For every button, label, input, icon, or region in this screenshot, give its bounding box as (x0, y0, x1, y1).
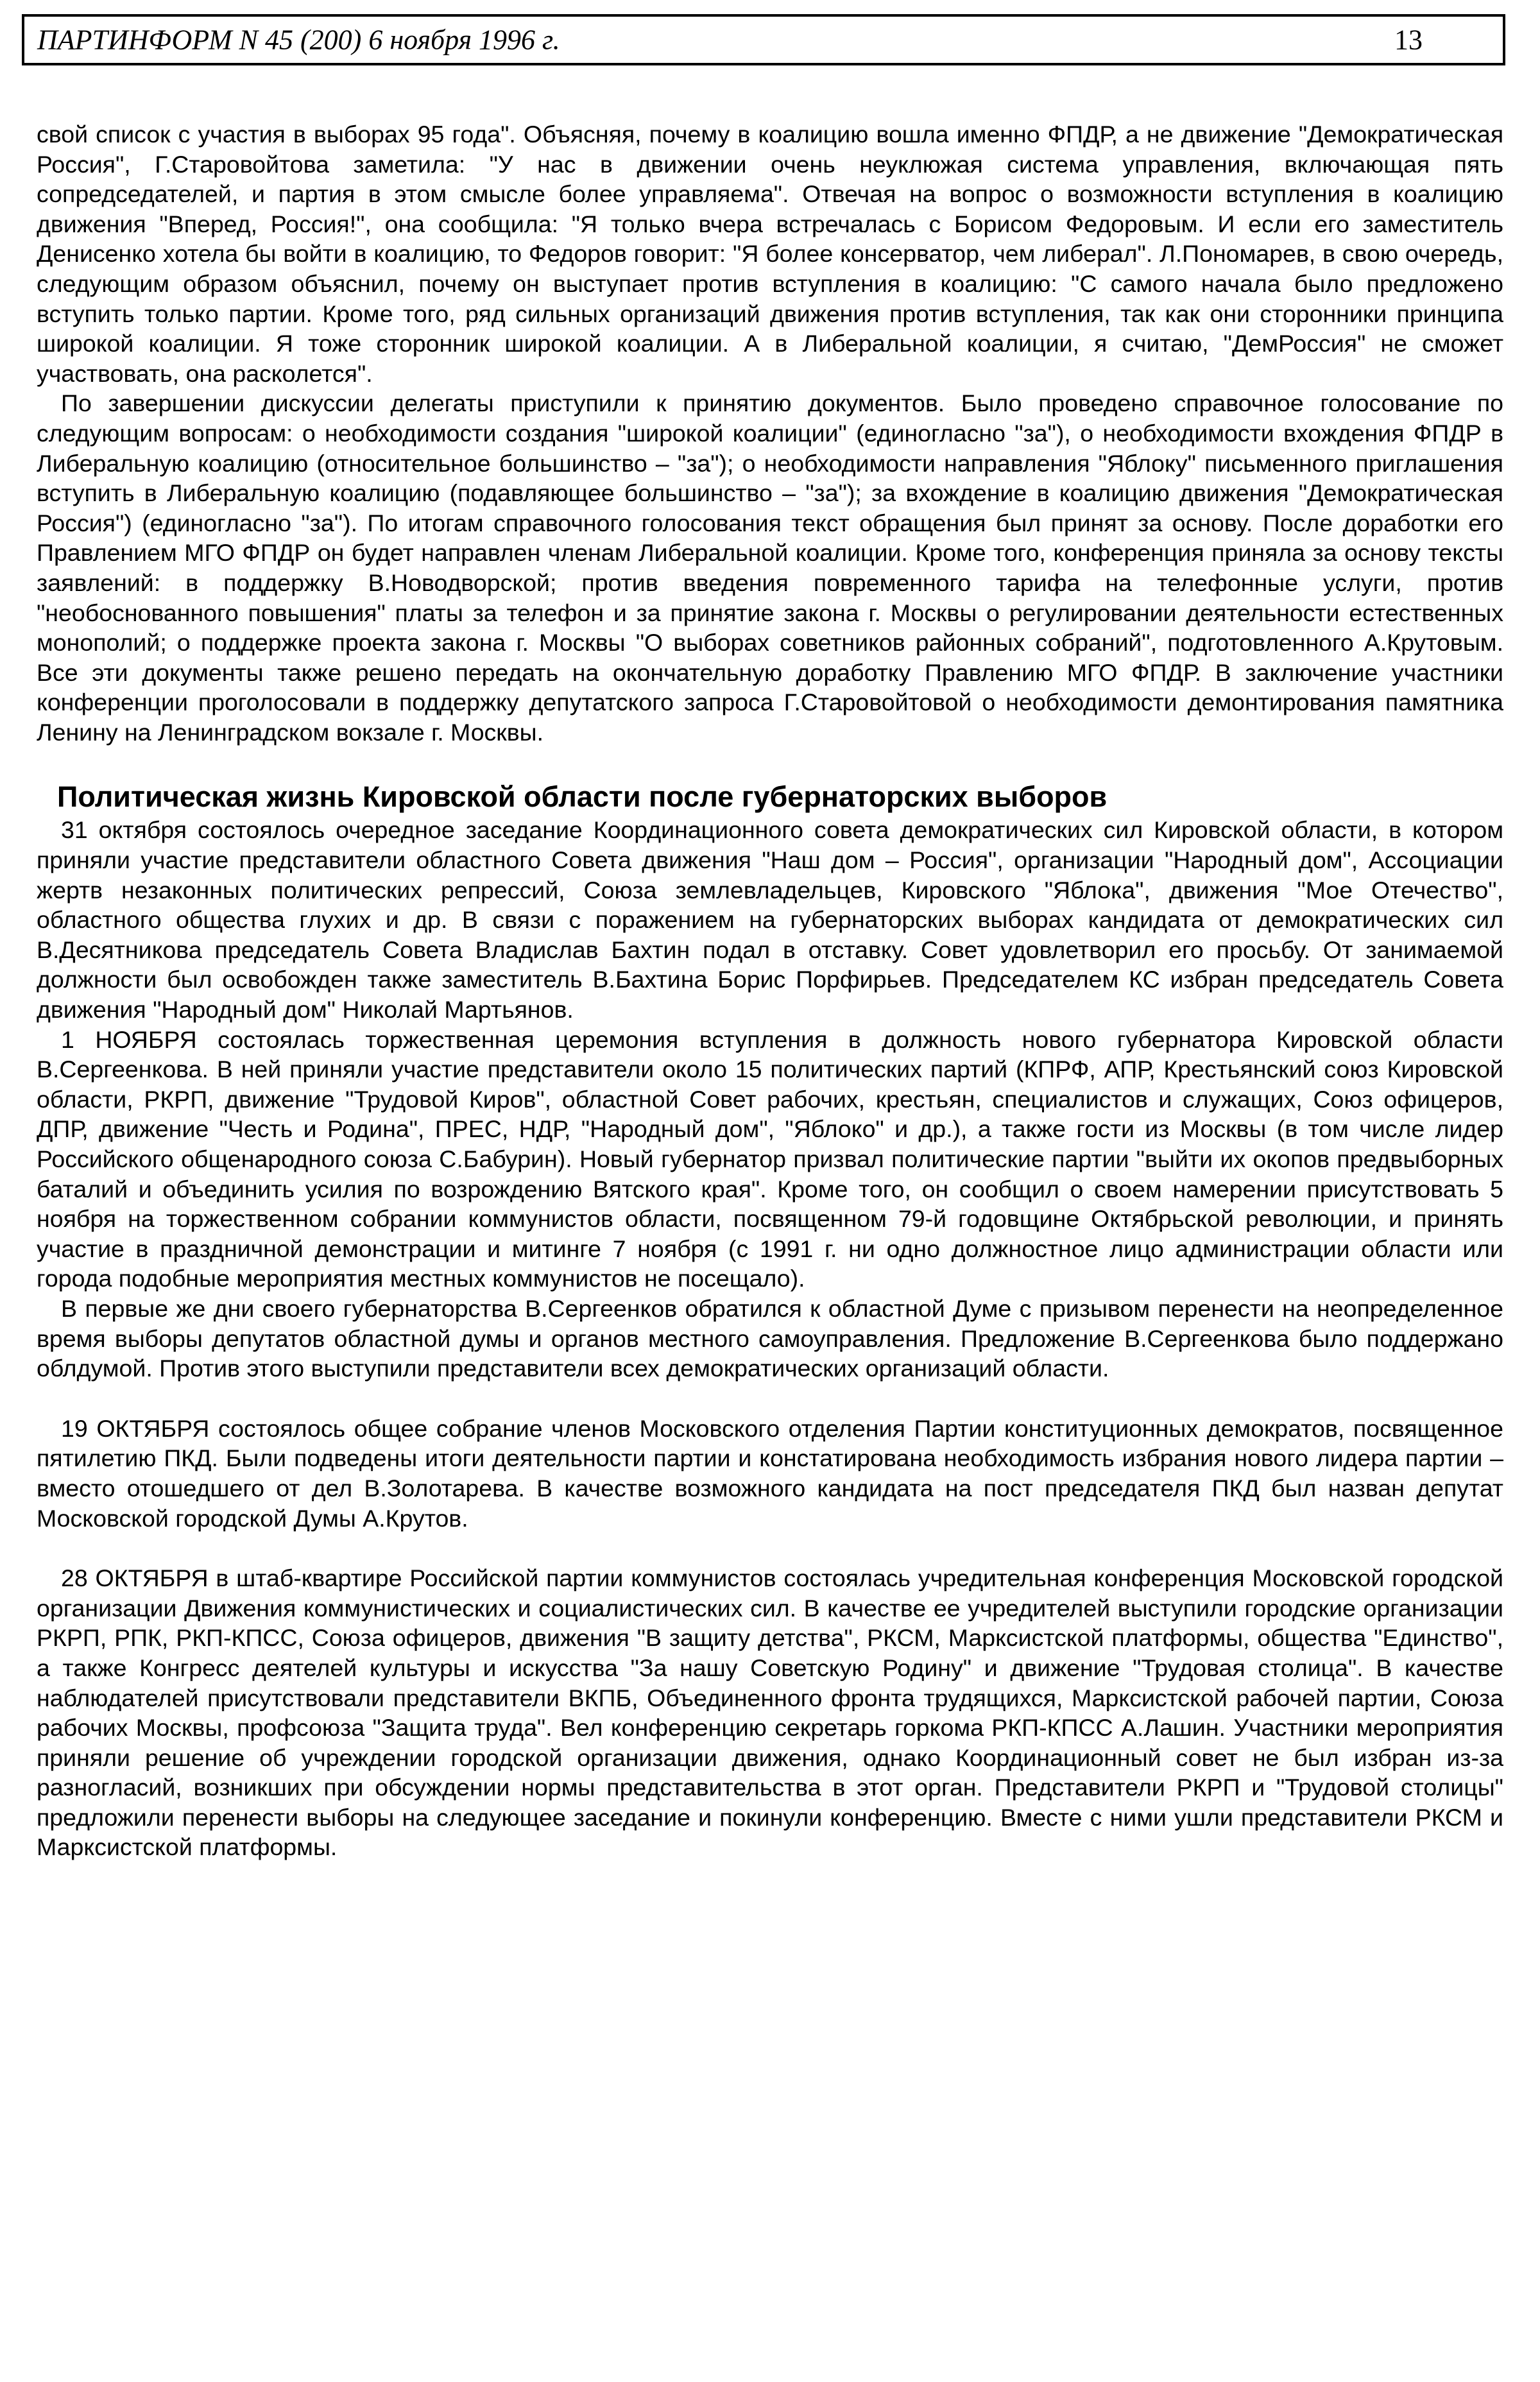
article4-paragraph-1: 28 ОКТЯБРЯ в штаб-квартире Российской партии коммунистов состоялась учредительная конференция Московской городской организации Движения коммунистических и социалистических сил. В качестве ее учредителей выступили городские организации РКРП, РПК, РКП-КПСС, Союза офицеров, движения "В защиту детства", РКСМ, Марксистской платформы, общества "Единство", а также Конгресс деятелей культуры и искусства "За нашу Советскую Родину" и движение "Трудовая столица". В качестве наблюдателей присутствовали представители ВКПБ, Объединенного фронта трудящихся, Марксистской рабочей партии, Союза рабочих Москвы, профсоюза "Защита труда". Вел конференцию секретарь горкома РКП-КПСС А.Лашин. Участники мероприятия приняли решение об учреждении городской организации движения, однако Координационный совет не был избран из-за разногласий, возникших при обсуждении нормы представительства в этот орган. Представители РКРП и "Трудовой столицы" предложили перенести выборы на следующее заседание и покинули конференцию. Вместе с ними ушли представители РКСМ и Марксистской платформы. (37, 1564, 1503, 1861)
spacer (37, 747, 1503, 779)
publication-title: ПАРТИНФОРМ N 45 (200) 6 ноября 1996 г. (37, 24, 560, 56)
section-heading: Политическая жизнь Кировской области после губернаторских выборов (57, 780, 1108, 814)
article1-paragraph-2: По завершении дискуссии делегаты приступили к принятию документов. Было проведено справочное голосование по следующим вопросам: о необходимости создания "широкой коалиции" (единогласно "за"), о необходимости вхождения ФПДР в Либеральную коалицию (относительное большинство – "за"); о необходимости направления "Яблоку" письменного приглашения вступить в Либеральную коалицию (подавляющее большинство – "за"); за вхождение в коалицию движения "Демократическая Россия") (единогласно "за"). По итогам справочного голосования текст обращения был принят за основу. После доработки его Правлением МГО ФПДР он будет направлен членам Либеральной коалиции. Кроме того, конференция приняла за основу тексты заявлений: в поддержку В.Новодворской; против введения повременного тарифа на телефонные услуги, против "необоснованного повышения" платы за телефон и за принятие закона г. Москвы о регулировании деятельности естественных монополий; о поддержке проекта закона г. Москвы "О выборах советников районных собраний", подготовленного А.Крутовым. Все эти документы также решено передать на окончательную доработку Правлению МГО ФПДР. В заключение участники конференции проголосовали в поддержку депутатского запроса Г.Старовойтовой о необходимости демонтирования памятника Ленину на Ленинградском вокзале г. Москвы. (37, 390, 1503, 746)
article2-paragraph-2: 1 НОЯБРЯ состоялась торжественная церемония вступления в должность нового губернатора Кировской области В.Сергеенкова. В ней приняли участие представители около 15 политических партий (КПРФ, АПР, Крестьянский союз Кировской области, РКРП, движение "Трудовой Киров", областной Совет рабочих, крестьян, специалистов и служащих, Союз офицеров, ДПР, движение "Честь и Родина", ПРЕС, НДР, "Народный дом", "Яблоко" и др.), а также гости из Москвы (в том числе лидер Российского общенародного союза С.Бабурин). Новый губернатор призвал политические партии "выйти их окопов предвыборных баталий и объединить усилия по возрождению Вятского края". Кроме того, он сообщил о своем намерении присутствовать 5 ноября на торжественном собрании коммунистов области, посвященном 79-й годовщине Октябрьской революции, и принять участие в праздничной демонстрации и митинге 7 ноября (с 1991 г. ни одно должностное лицо администрации области или города подобные мероприятия местных коммунистов не посещало). (37, 1025, 1503, 1292)
page-number: 13 (1394, 24, 1423, 56)
article3-paragraph-1: 19 ОКТЯБРЯ состоялось общее собрание членов Московского отделения Партии конституционных демократов, посвященное пятилетию ПКД. Были подведены итоги деятельности партии и констатирована необходимость избрания нового лидера партии – вместо отошедшего от дел В.Золотарева. В качестве возможного кандидата на пост председателя ПКД был назван депутат Московской городской Думы А.Крутов. (37, 1414, 1503, 1532)
article1-paragraph-1: свой список с участия в выборах 95 года". Объясняя, почему в коалицию вошла именно ФПДР, а не движение "Демократическая Россия", Г.Старовойтова заметила: "У нас в движении очень неуклюжая система управления, включающая пять сопредседателей, и партия в этом смысле более управляема". Отвечая на вопрос о возможности вступления в коалицию движения "Вперед, Россия!", она сообщила: "Я только вчера встречалась с Борисом Федоровым. И если его заместитель Денисенко хотела бы войти в коалицию, то Федоров говорит: "Я более консерватор, чем либерал". Л.Пономарев, в свою очередь, следующим образом объяснил, почему он выступает против вступления в коалицию: "С самого начала было предложено вступить только партии. Кроме того, ряд сильных организаций движения против вступления, так как они сторонники принципа широкой коалиции. Я тоже сторонник широкой коалиции. А в Либеральной коалиции, я считаю, "ДемРоссия" не сможет участвовать, она расколется". (37, 121, 1503, 387)
page-content (37, 119, 1503, 1862)
page-header (22, 14, 1505, 65)
article2-paragraph-3: В первые же дни своего губернаторства В.Сергеенков обратился к областной Думе с призывом перенести на неопределенное время выборы депутатов областной думы и органов местного самоуправления. Предложение В.Сергеенкова было поддержано облдумой. Против этого выступили представители всех демократических организаций области. (37, 1294, 1503, 1382)
spacer (37, 1384, 1503, 1414)
article2-paragraph-1: 31 октября состоялось очередное заседание Координационного совета демократических сил Кировской области, в котором приняли участие представители областного Совета движения "Наш дом – Россия", организации "Народный дом", Ассоциации жертв незаконных политических репрессий, Союза землевладельцев, Кировского "Яблока", движения "Мое Отечество", областного общества глухих и др. В связи с поражением на губернаторских выборах кандидата от демократических сил В.Десятникова председатель Совета Владислав Бахтин подал в отставку. Совет удовлетворил его просьбу. От занимаемой должности был освобожден также заместитель В.Бахтина Борис Порфирьев. Председателем КС избран председатель Совета движения "Народный дом" Николай Мартьянов. (37, 816, 1503, 1024)
spacer (37, 1533, 1503, 1563)
